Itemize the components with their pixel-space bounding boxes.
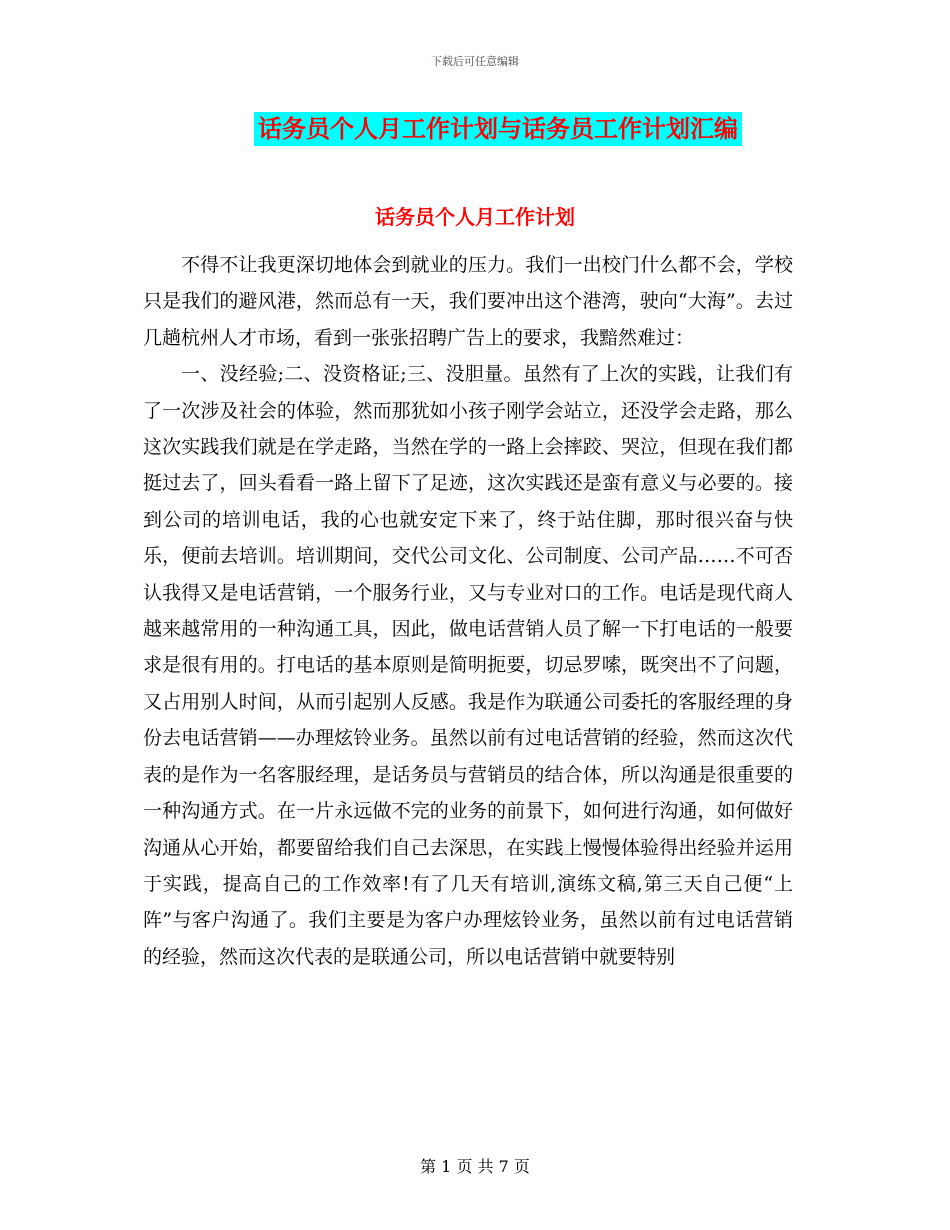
paragraph-1: 不得不让我更深切地体会到就业的压力。我们一出校门什么都不会，学校只是我们的避风港，然而总有一天，我们要冲出这个港湾，驶向“大海”。去过几趟杭州人才市场，看到一张张招聘广告上的要求，我黯然难过： bbox=[143, 254, 793, 349]
footer-mid: 页 共 bbox=[456, 1157, 494, 1176]
document-title-container bbox=[0, 112, 950, 146]
footer-prefix: 第 bbox=[420, 1157, 437, 1176]
section-title: 话务员个人月工作计划 bbox=[375, 205, 575, 229]
footer-total-pages: 7 bbox=[498, 1157, 509, 1176]
page-header-note: 下载后可任意编辑 bbox=[431, 55, 519, 68]
page-footer bbox=[0, 1154, 950, 1177]
body-text bbox=[143, 247, 793, 975]
paragraph-2: 一、没经验;二、没资格证;三、没胆量。虽然有了上次的实践，让我们有了一次涉及社会的体验，然而那犹如小孩子刚学会站立，还没学会走路，那么这次实践我们就是在学走路，当然在学的一路上会摔跤、哭泣，但现在我们都挺过去了，回头看看一路上留下了足迹，这次实践还是蛮有意义与必要的。接到公司的培训电话，我的心也就安定下来了，终于站住脚，那时很兴奋与快乐，便前去培训。培训期间，交代公司文化、公司制度、公司产品……不可否认我得又是电话营销，一个服务行业，又与专业对口的工作。电话是现代商人越来越常用的一种沟通工具，因此，做电话营销人员了解一下打电话的一般要求是很有用的。打电话的基本原则是简明扼要，切忌罗嗦，既突出不了问题，又占用别人时间，从而引起别人反感。我是作为联通公司委托的客服经理的身份去电话营销——办理炫铃业务。虽然以前有过电话营销的经验，然而这次代表的是作为一名客服经理，是话务员与营销员的结合体，所以沟通是很重要的一种沟通方式。在一片永远做不完的业务的前景下，如何进行沟通，如何做好沟通从心开始，都要留给我们自己去深思，在实践上慢慢体验得出经验并运用于实践，提高自己的工作效率!有了几天有培训,演练文稿,第三天自己便“上阵”与客户沟通了。我们主要是为客户办理炫铃业务，虽然以前有过电话营销的经验，然而这次代表的是联通公司，所以电话营销中就要特别 bbox=[143, 363, 793, 968]
footer-current-page: 1 bbox=[441, 1157, 452, 1176]
footer-suffix: 页 bbox=[513, 1157, 530, 1176]
document-title: 话务员个人月工作计划与话务员工作计划汇编 bbox=[254, 112, 742, 146]
